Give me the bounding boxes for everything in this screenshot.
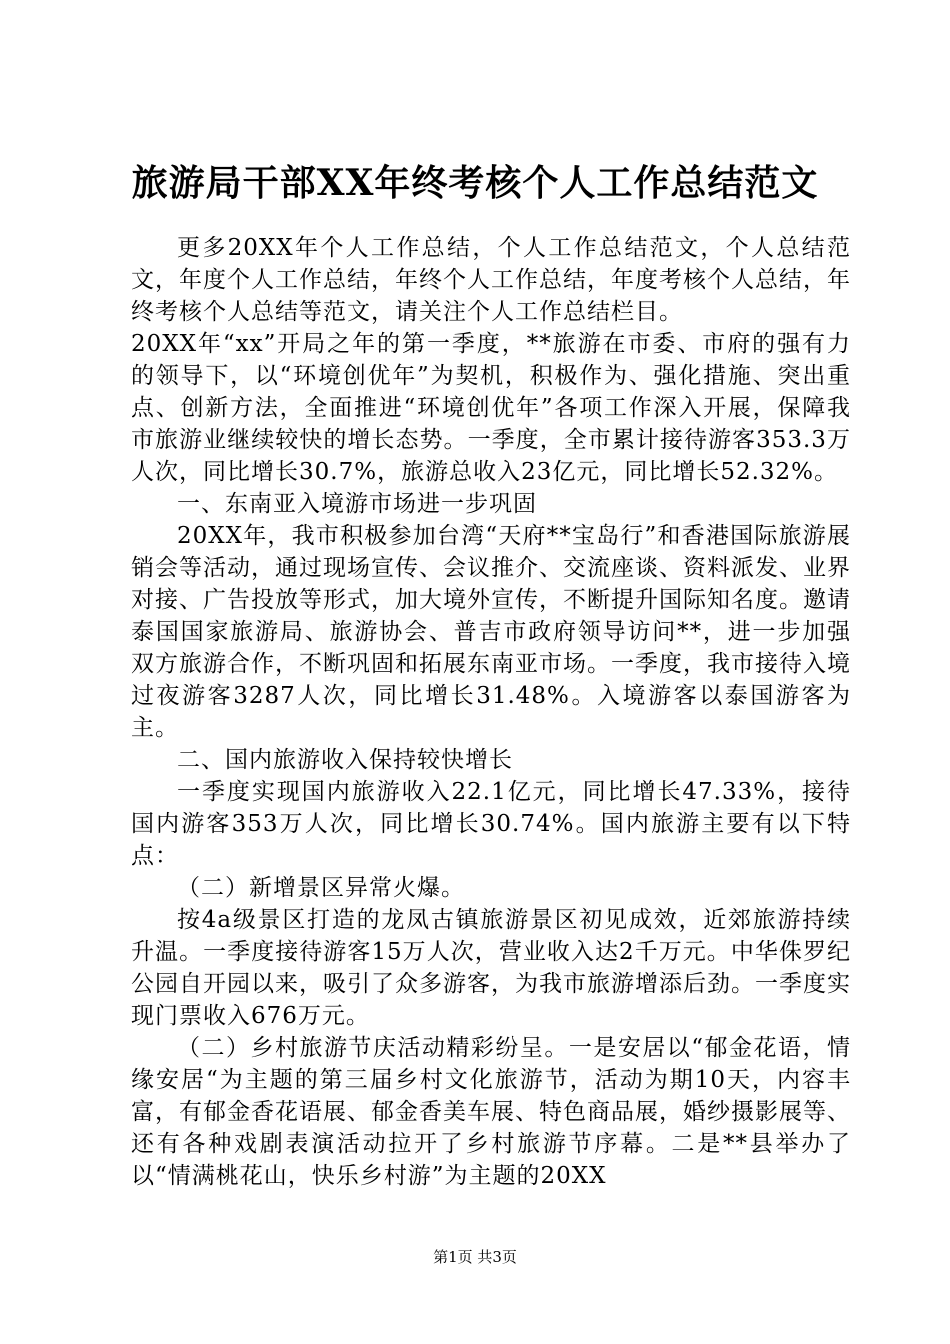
document-title: 旅游局干部XX年终考核个人工作总结范文 xyxy=(131,162,819,204)
section-heading-domestic: 二、国内旅游收入保持较快增长 xyxy=(177,747,513,773)
paragraph-intro: 更多20XX年个人工作总结，个人工作总结范文，个人总结范文，年度个人工作总结，年终个人工作总结，年度考核个人总结，年终考核个人总结等范文，请关注个人工作总结栏目。 xyxy=(131,235,851,325)
paragraph-rural-festival: （二）乡村旅游节庆活动精彩纷呈。一是安居以“郁金花语，情缘安居“为主题的第三届乡村文化旅游节，活动为期10天，内容丰富，有郁金香花语展、郁金香美车展、特色商品展，婚纱摄影展等、还有各种戏剧表演活动拉开了乡村旅游节序幕。二是**县举办了以“情满桃花山，快乐乡村游”为主题的20XX xyxy=(131,1035,851,1189)
document-body xyxy=(131,232,851,1192)
paragraph-inbound: 20XX年，我市积极参加台湾“天府**宝岛行”和香港国际旅游展销会等活动，通过现场宣传、会议推介、交流座谈、资料派发、业界对接、广告投放等形式，加大境外宣传，不断提升国际知名度。邀请泰国国家旅游局、旅游协会、普吉市政府领导访问**，进一步加强双方旅游合作，不断巩固和拓展东南亚市场。一季度，我市接待入境过夜游客3287人次，同比增长31.48%。入境游客以泰国游客为主。 xyxy=(131,523,851,741)
section-heading-inbound: 一、东南亚入境游市场进一步巩固 xyxy=(177,491,537,517)
paragraph-new-scenic: 按4a级景区打造的龙凤古镇旅游景区初见成效，近郊旅游持续升温。一季度接待游客15万人次，营业收入达2千万元。中华侏罗纪公园自开园以来，吸引了众多游客，为我市旅游增添后劲。一季度实现门票收入676万元。 xyxy=(131,907,851,1029)
subheading-new-scenic: （二）新增景区异常火爆。 xyxy=(177,875,465,901)
page-footer: 第1页 共3页 xyxy=(433,1248,517,1266)
paragraph-domestic: 一季度实现国内旅游收入22.1亿元，同比增长47.33%，接待国内游客353万人次，同比增长30.74%。国内旅游主要有以下特点： xyxy=(131,779,851,869)
paragraph-overview: 20XX年“xx”开局之年的第一季度，**旅游在市委、市府的强有力的领导下，以“环境创优年”为契机，积极作为、强化措施、突出重点、创新方法，全面推进“环境创优年”各项工作深入开展，保障我市旅游业继续较快的增长态势。一季度，全市累计接待游客353.3万人次，同比增长30.7%，旅游总收入23亿元，同比增长52.32%。 xyxy=(131,331,851,485)
